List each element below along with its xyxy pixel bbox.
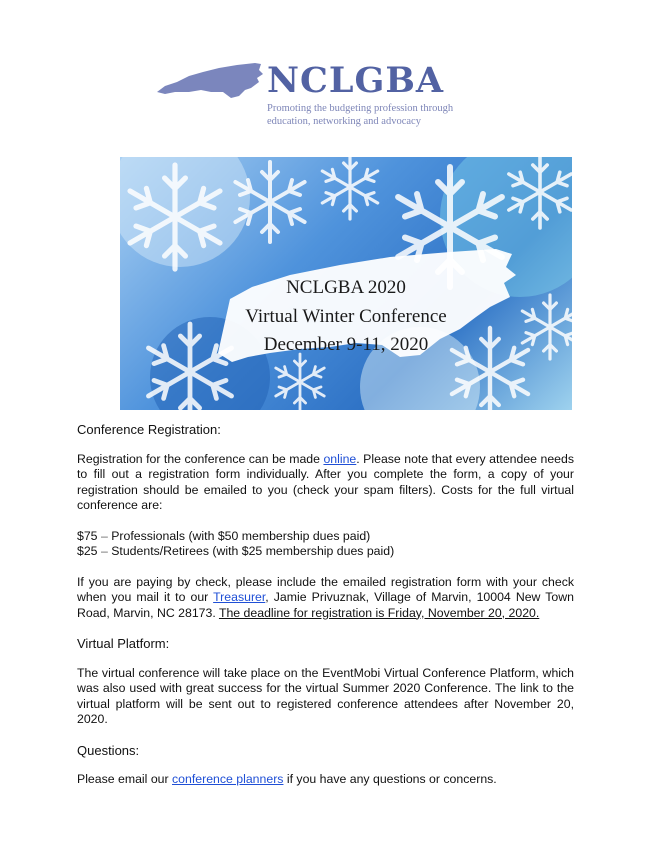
cost-dash: – — [100, 544, 108, 558]
cost-price: $25 — [77, 544, 98, 558]
cost-price: $75 — [77, 528, 98, 543]
cost-dash: – — [100, 528, 108, 543]
banner-subtitle: Virtual Winter Conference — [245, 306, 447, 327]
banner-dates: December 9-11, 2020 — [263, 334, 429, 355]
registration-text-end: . Please note that every attendee needs to fill out a registration form individually. After you complete the form, a copy of your registration should be emailed to you (check your spam filters). Costs for the full virtual conference are: — [77, 451, 574, 512]
payment-paragraph — [77, 575, 574, 622]
north-carolina-map-icon — [155, 62, 265, 100]
online-registration-link[interactable]: online — [323, 451, 357, 466]
conference-planners-link[interactable]: conference planners — [172, 772, 284, 786]
cost-item-professionals — [77, 529, 574, 545]
logo-tagline — [267, 102, 453, 128]
platform-paragraph: The virtual conference will take place on the EventMobi Virtual Conference Platform, which was also used with great success for the virtual Summer 2020 Conference. The link to the virtual platform will be sent out to registered conference attendees after November 20, 2020. — [77, 665, 574, 726]
registration-heading: Conference Registration: — [77, 422, 221, 437]
platform-heading: Virtual Platform: — [77, 636, 170, 651]
nclgba-logo — [155, 55, 475, 130]
cost-description: Professionals (with $50 membership dues paid) — [111, 528, 371, 543]
cost-description: Students/Retirees (with $25 membership dues paid) — [111, 544, 395, 558]
questions-paragraph — [77, 772, 574, 788]
logo-tagline-line1: Promoting the budgeting profession through — [267, 103, 454, 114]
main-content — [77, 422, 574, 803]
questions-text-end: if you have any questions or concerns. — [283, 772, 497, 786]
cost-item-students — [77, 544, 574, 560]
cost-list — [77, 529, 574, 560]
logo-wordmark: NCLGBA — [267, 60, 445, 101]
payment-text-address: , Jamie Privuznak, Village of Marvin, 10004 New Town Road, Marvin, NC 28173. — [77, 590, 574, 620]
banner-title: NCLGBA 2020 — [286, 277, 406, 298]
questions-text-start: Please email our — [77, 772, 173, 786]
treasurer-link[interactable]: Treasurer — [213, 590, 266, 604]
registration-deadline: The deadline for registration is Friday, November 20, 2020. — [218, 605, 540, 620]
logo-tagline-line2: education, networking and advocacy — [267, 116, 421, 127]
registration-text-start: Registration for the conference can be made — [77, 451, 324, 466]
registration-paragraph — [77, 452, 574, 514]
questions-heading: Questions: — [77, 742, 140, 758]
conference-banner — [120, 157, 572, 410]
payment-text-start: If you are paying by check, please include the emailed registration form with your check when you mail it to our — [77, 574, 574, 604]
